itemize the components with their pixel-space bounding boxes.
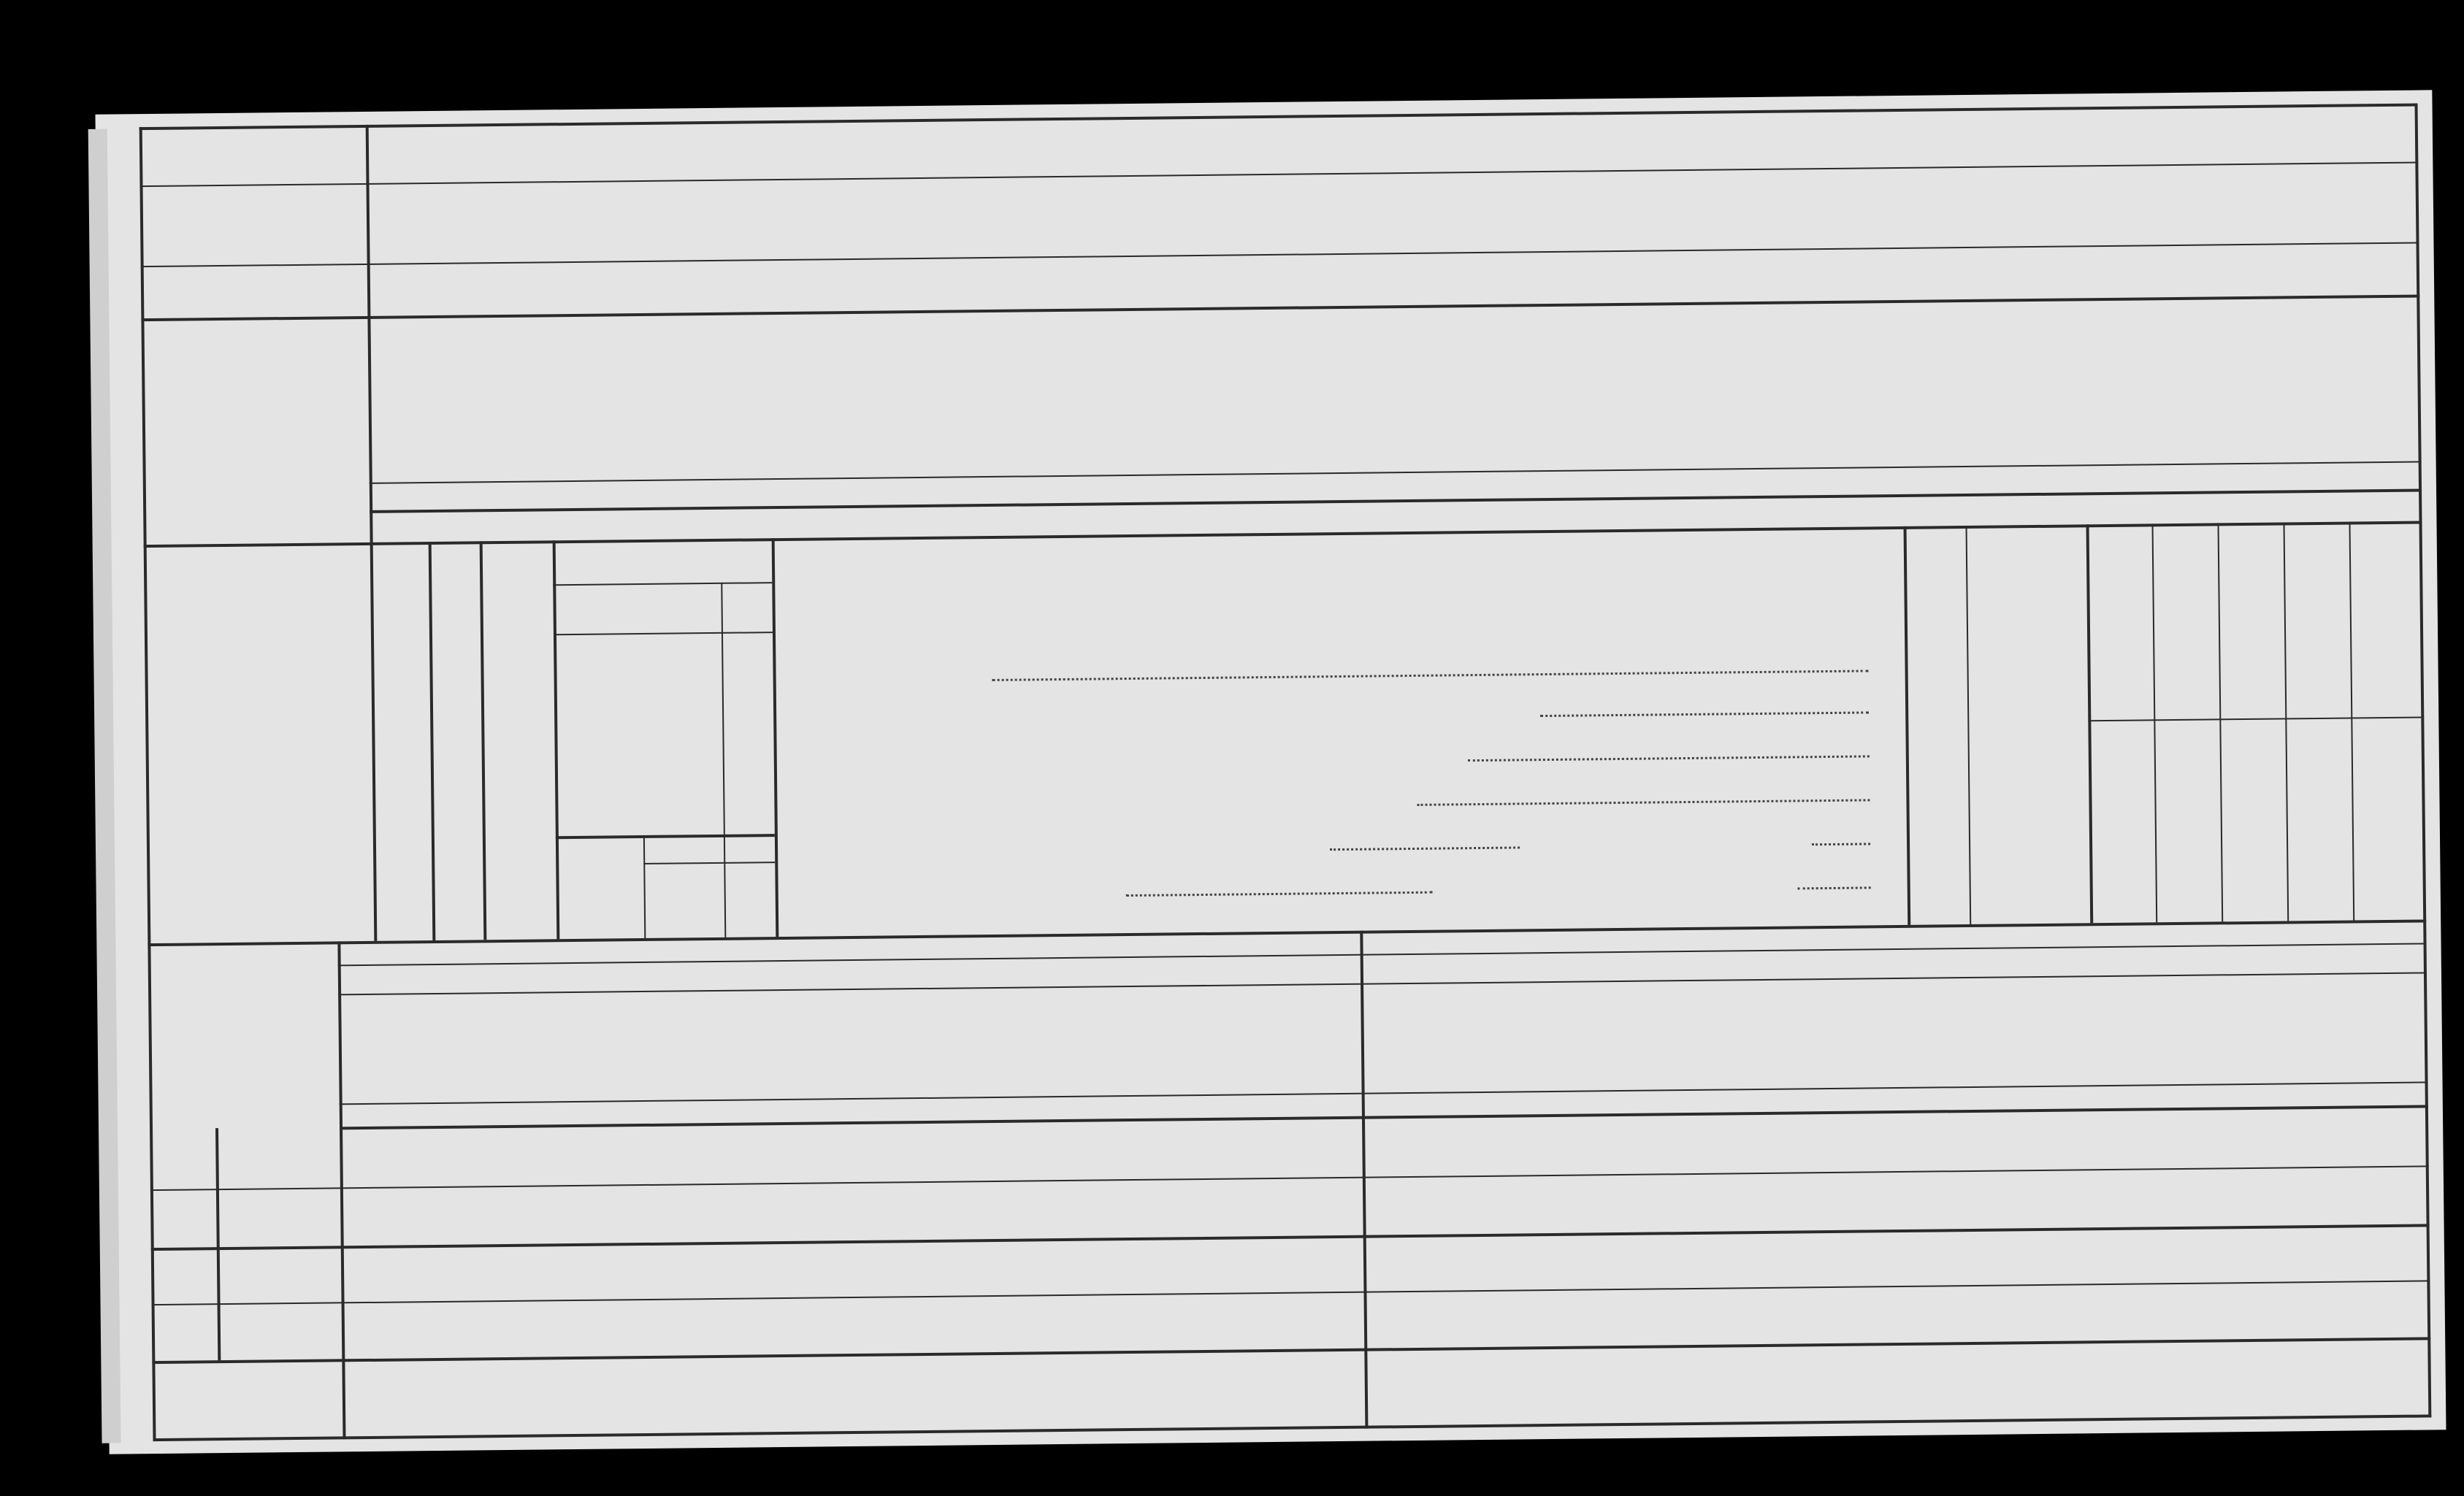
nadelnyh-label [172, 1138, 213, 1240]
row-uchrezhd [225, 1311, 334, 1313]
row-label-arend [155, 199, 352, 202]
row-chuzhih [223, 1194, 333, 1196]
row-chastnyh [224, 1253, 334, 1254]
plodov-label [560, 898, 648, 899]
ozimaya-pshenica [442, 460, 588, 461]
vinograd-label [560, 925, 648, 926]
row-itogo-arend [167, 1370, 335, 1371]
card-grid [139, 104, 2432, 1442]
row-label-vsego [147, 141, 359, 143]
torg-qty-header [724, 595, 768, 596]
vne-nadelnyh-label [161, 1254, 217, 1357]
row-label-zemlyah [150, 413, 361, 415]
pod-posevami-banner [443, 466, 2246, 485]
pod-perelog [2246, 441, 2392, 442]
torg-name-header [557, 603, 718, 605]
mnogoletnie-travy [1822, 444, 2114, 447]
row-label-svoih [148, 278, 360, 280]
desyatin-header [645, 840, 722, 841]
census-card [95, 90, 2446, 1454]
nalichnoe-label [1911, 539, 1966, 912]
row-svoem [223, 1136, 332, 1138]
imeetsya-label [559, 870, 640, 871]
naemnyh-label [494, 553, 549, 927]
torg-title [556, 544, 768, 546]
private-title [779, 551, 1904, 562]
